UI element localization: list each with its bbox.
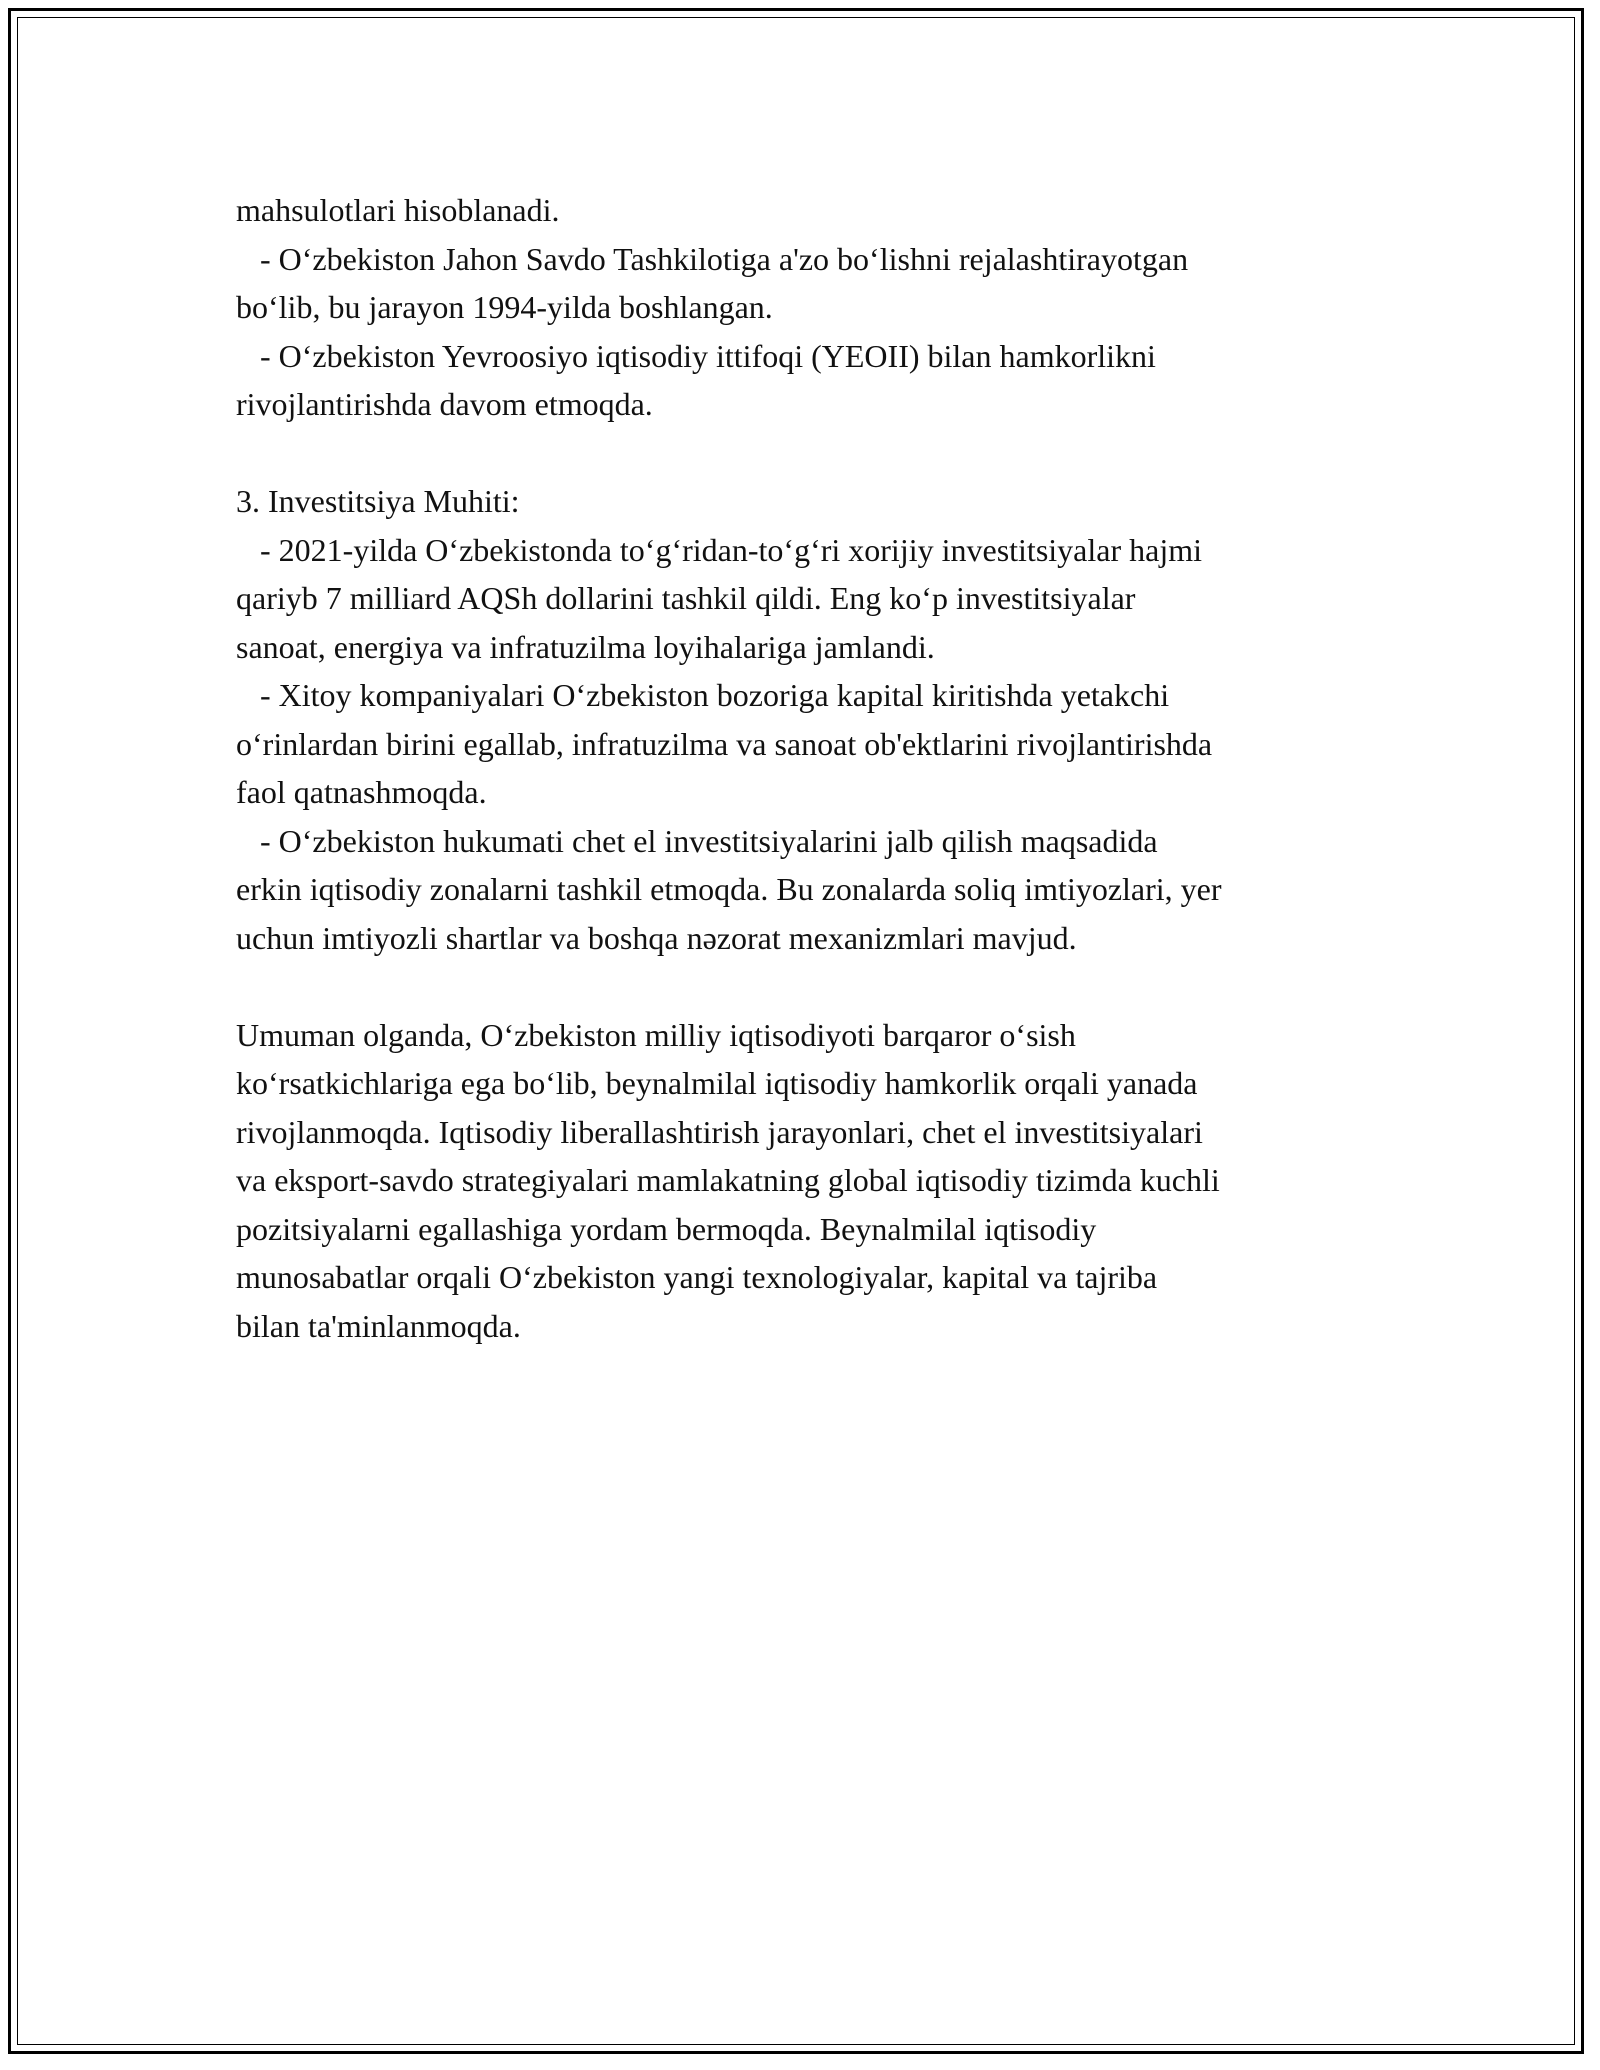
paragraph-spacer — [236, 429, 1386, 478]
conclusion-paragraph — [236, 1011, 1386, 1351]
text-line: bo‘lib, bu jarayon 1994-yilda boshlangan. — [236, 289, 773, 325]
bullet-line: - O‘zbekiston Yevroosiyo iqtisodiy ittifoqi (YEOII) bilan hamkorlikni — [236, 337, 1156, 374]
section-heading: 3. Investitsiya Muhiti: — [236, 483, 520, 519]
text-line: uchun imtiyozli shartlar va boshqa nəzorat mexanizmlari mavjud. — [236, 919, 1077, 956]
text-line: pozitsiyalarni egallashiga yordam bermoqda. Beynalmilal iqtisodiy — [236, 1210, 1097, 1247]
document-body — [236, 186, 1386, 1350]
text-line: faol qatnashmoqda. — [236, 774, 487, 810]
bullet-line: - 2021-yilda O‘zbekistonda to‘g‘ridan-to‘g‘ri xorijiy investitsiyalar hajmi — [236, 531, 1202, 568]
text-line: qariyb 7 milliard AQSh dollarini tashkil qildi. Eng ko‘p investitsiyalar — [236, 580, 1136, 616]
text-line: rivojlanmoqda. Iqtisodiy liberallashtirish jarayonlari, chet el investitsiyalari — [236, 1113, 1203, 1150]
text-line: Umuman olganda, O‘zbekiston milliy iqtisodiyoti barqaror o‘sish — [236, 1016, 1076, 1053]
bullet-line: - O‘zbekiston hukumati chet el investitsiyalarini jalb qilish maqsadida — [236, 822, 1158, 859]
text-line: ko‘rsatkichlariga ega bo‘lib, beynalmilal iqtisodiy hamkorlik orqali yanada — [236, 1065, 1198, 1101]
paragraph-spacer — [236, 962, 1386, 1011]
text-line: rivojlantirishda davom etmoqda. — [236, 386, 653, 422]
text-line: o‘rinlardan birini egallab, infratuzilma va sanoat ob'ektlarini rivojlantirishda — [236, 725, 1213, 762]
intro-paragraph — [236, 186, 1386, 429]
bullet-line: - O‘zbekiston Jahon Savdo Tashkilotiga a'zo bo‘lishni rejalashtirayotgan — [236, 240, 1189, 277]
text-line: bilan ta'minlanmoqda. — [236, 1307, 521, 1344]
bullet-line: - Xitoy kompaniyalari O‘zbekiston bozoriga kapital kiritishda yetakchi — [236, 677, 1170, 713]
text-line: sanoat, energiya va infratuzilma loyihalariga jamlandi. — [236, 628, 935, 665]
text-line: munosabatlar orqali O‘zbekiston yangi texnologiyalar, kapital va tajriba — [236, 1259, 1158, 1295]
text-line: mahsulotlari hisoblanadi. — [236, 192, 560, 228]
section-investment — [236, 477, 1386, 962]
text-line: erkin iqtisodiy zonalarni tashkil etmoqda. Bu zonalarda soliq imtiyozlari, yer — [236, 871, 1222, 907]
text-line: va eksport-savdo strategiyalari mamlakatning global iqtisodiy tizimda kuchli — [236, 1162, 1220, 1198]
